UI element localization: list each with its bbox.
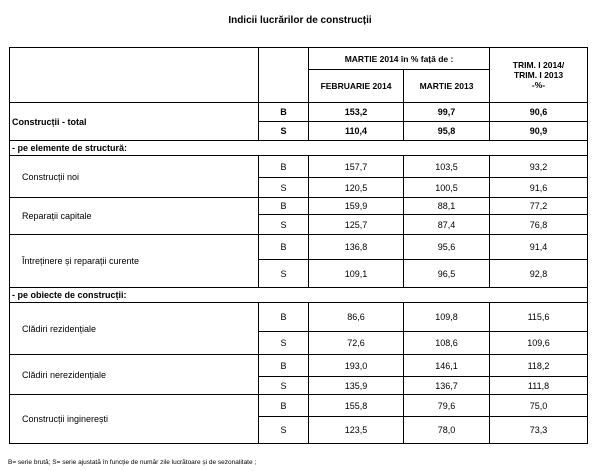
value-cell: 118,2 (490, 355, 588, 377)
header-trim-line3: -%- (531, 80, 546, 90)
value-cell: 123,5 (309, 417, 404, 444)
section-header-objects: - pe obiecte de construcții: (10, 288, 588, 303)
row-label-nonresidential: Clădiri nerezidențiale (10, 355, 259, 395)
code-cell: S (259, 260, 309, 288)
value-cell: 72,6 (309, 332, 404, 355)
value-cell: 96,5 (404, 260, 490, 288)
code-cell: B (259, 395, 309, 417)
value-cell: 91,6 (490, 178, 588, 198)
code-cell: S (259, 215, 309, 235)
value-cell: 136,7 (404, 377, 490, 395)
value-cell: 95,6 (404, 235, 490, 260)
header-trim-line1: TRIM. I 2014/ (512, 60, 565, 70)
row-label-new-construction: Construcții noi (10, 156, 259, 198)
code-cell: S (259, 178, 309, 198)
value-cell: 99,7 (404, 103, 490, 122)
code-cell: B (259, 303, 309, 332)
value-cell: 120,5 (309, 178, 404, 198)
code-cell: B (259, 103, 309, 122)
code-cell: S (259, 122, 309, 141)
value-cell: 111,8 (490, 377, 588, 395)
row-label-total: Construcții - total (10, 103, 259, 141)
value-cell: 153,2 (309, 103, 404, 122)
code-cell: S (259, 332, 309, 355)
value-cell: 76,8 (490, 215, 588, 235)
value-cell: 95,8 (404, 122, 490, 141)
header-col-mar: MARTIE 2013 (404, 70, 490, 103)
value-cell: 109,8 (404, 303, 490, 332)
code-cell: S (259, 417, 309, 444)
value-cell: 115,6 (490, 303, 588, 332)
value-cell: 88,1 (404, 198, 490, 215)
code-cell: B (259, 235, 309, 260)
code-cell: S (259, 377, 309, 395)
footnote: B= serie brută; S= serie ajustată în funcție de număr zile lucrătoare și de sezonalitate ; (8, 459, 257, 466)
value-cell: 109,6 (490, 332, 588, 355)
value-cell: 125,7 (309, 215, 404, 235)
header-trim-line2: TRIM. I 2013 (513, 70, 564, 80)
value-cell: 103,5 (404, 156, 490, 178)
section-header-structure: - pe elemente de structură: (10, 141, 588, 156)
value-cell: 146,1 (404, 355, 490, 377)
value-cell: 155,8 (309, 395, 404, 417)
value-cell: 79,6 (404, 395, 490, 417)
value-cell: 75,0 (490, 395, 588, 417)
value-cell: 136,8 (309, 235, 404, 260)
value-cell: 77,2 (490, 198, 588, 215)
value-cell: 86,6 (309, 303, 404, 332)
value-cell: 108,6 (404, 332, 490, 355)
value-cell: 73,3 (490, 417, 588, 444)
row-label-capital-repairs: Reparații capitale (10, 198, 259, 235)
value-cell: 78,0 (404, 417, 490, 444)
value-cell: 90,9 (490, 122, 588, 141)
header-blank (10, 48, 259, 103)
construction-index-table (9, 47, 588, 444)
header-group-label: MARTIE 2014 în % față de : (309, 48, 490, 70)
value-cell: 87,4 (404, 215, 490, 235)
value-cell: 92,8 (490, 260, 588, 288)
row-label-engineering: Construcții inginerești (10, 395, 259, 444)
value-cell: 100,5 (404, 178, 490, 198)
code-cell: B (259, 156, 309, 178)
value-cell: 90,6 (490, 103, 588, 122)
value-cell: 193,0 (309, 355, 404, 377)
value-cell: 110,4 (309, 122, 404, 141)
header-trim (490, 48, 588, 103)
row-label-residential: Clădiri rezidențiale (10, 303, 259, 355)
value-cell: 109,1 (309, 260, 404, 288)
code-cell: B (259, 355, 309, 377)
value-cell: 159,9 (309, 198, 404, 215)
code-cell: B (259, 198, 309, 215)
value-cell: 135,9 (309, 377, 404, 395)
header-code-blank (259, 48, 309, 103)
header-col-feb: FEBRUARIE 2014 (309, 70, 404, 103)
page-title: Indicii lucrărilor de construcții (228, 15, 372, 26)
value-cell: 157,7 (309, 156, 404, 178)
value-cell: 91,4 (490, 235, 588, 260)
value-cell: 93,2 (490, 156, 588, 178)
row-label-maintenance: Întreținere și reparații curente (10, 235, 259, 288)
